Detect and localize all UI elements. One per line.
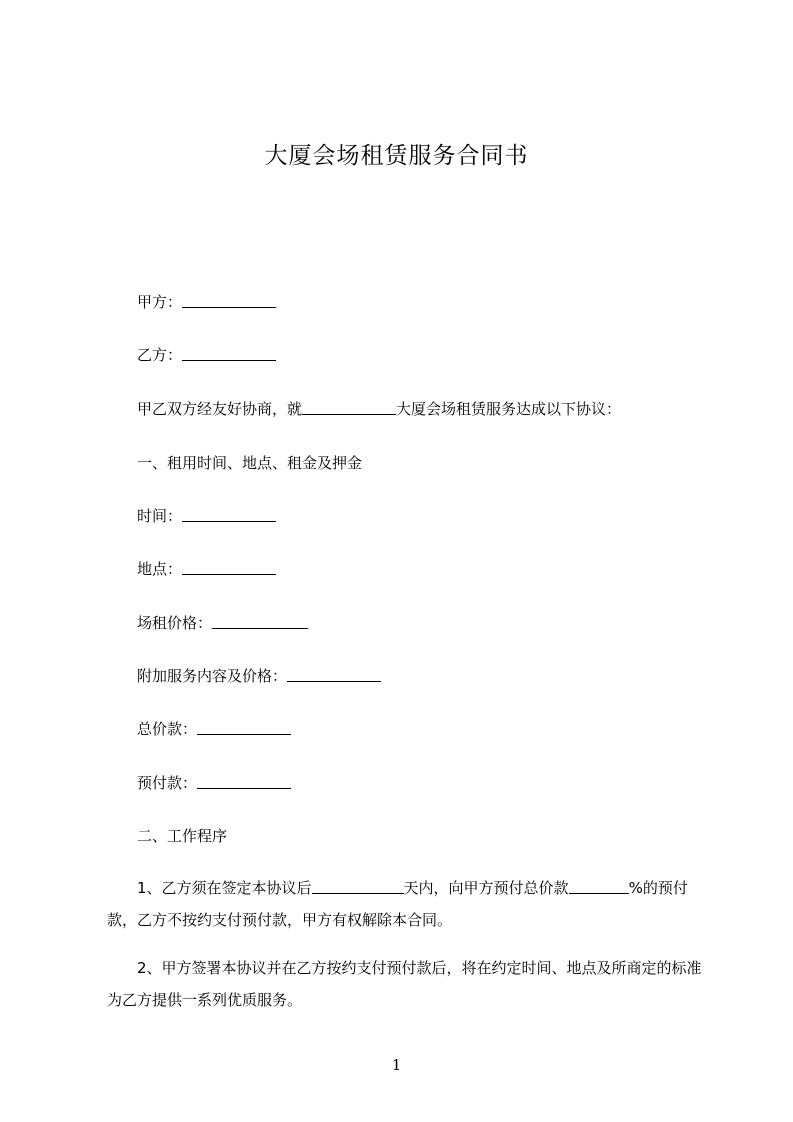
place-blank — [182, 560, 276, 575]
venue-price-blank — [212, 614, 308, 629]
prepayment-blank — [197, 774, 291, 789]
clause1-part2: 天内，向甲方预付总价款 — [403, 879, 569, 897]
time-label: 时间： — [137, 507, 183, 525]
extra-service-blank — [287, 667, 381, 682]
building-name-blank — [302, 400, 396, 415]
clause1-part3: %的预付款，乙方不按约支付预付款，甲方有权解除本合同。 — [107, 879, 688, 929]
intro-prefix: 甲乙双方经友好协商，就 — [137, 400, 303, 418]
total-price-label: 总价款： — [137, 720, 198, 738]
party-a-line — [137, 291, 276, 313]
clause-2: 2、甲方签署本协议并在乙方按约支付预付款后，将在约定时间、地点及所商定的标准为乙方提供一系列优质服务。 — [107, 959, 702, 1009]
extra-service-line — [137, 665, 381, 687]
party-a-label: 甲方： — [137, 293, 183, 311]
prepayment-label: 预付款： — [137, 774, 198, 792]
total-price-line — [137, 718, 291, 740]
venue-price-line — [137, 612, 308, 634]
percent-blank — [569, 879, 629, 894]
total-price-blank — [197, 720, 291, 735]
clause1-part1: 1、乙方须在签定本协议后 — [137, 879, 312, 897]
extra-service-label: 附加服务内容及价格： — [137, 667, 288, 685]
days-blank-b — [348, 879, 404, 894]
prepayment-line — [137, 772, 291, 794]
place-line — [137, 558, 276, 580]
time-line — [137, 505, 276, 527]
time-blank — [182, 507, 276, 522]
party-b-line — [137, 344, 276, 366]
intro-suffix: 大厦会场租赁服务达成以下协议： — [396, 400, 622, 418]
clause-1 — [107, 872, 707, 936]
party-a-blank — [182, 293, 276, 308]
party-b-label: 乙方： — [137, 346, 183, 364]
intro-line — [137, 398, 621, 420]
party-b-blank — [182, 346, 276, 361]
section1-heading: 一、租用时间、地点、租金及押金 — [137, 454, 363, 472]
venue-price-label: 场租价格： — [137, 614, 213, 632]
section2-heading: 二、工作程序 — [137, 827, 228, 845]
document-title: 大厦会场租赁服务合同书 — [264, 143, 529, 169]
page-number: 1 — [391, 1056, 402, 1074]
place-label: 地点： — [137, 560, 183, 578]
days-blank-a — [312, 879, 348, 894]
